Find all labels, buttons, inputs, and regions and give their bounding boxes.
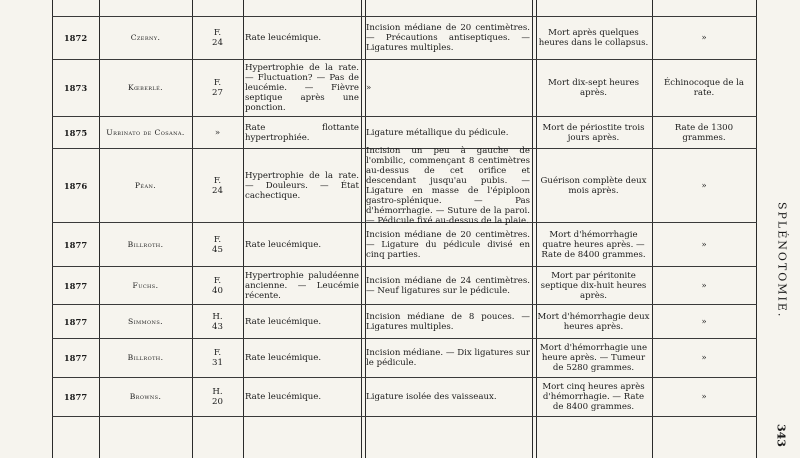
operation-text: Incision médiane de 20 centimètres. — Précautions antiseptiques. — Ligatures multiples. bbox=[366, 23, 530, 53]
year-text: 1877 bbox=[63, 353, 88, 363]
year-cell bbox=[52, 60, 99, 116]
indication-text: Hypertrophie paludéenne ancienne. — Leucémie récente. bbox=[245, 270, 359, 301]
result-cell bbox=[535, 305, 652, 338]
indication-text: Rate leucémique. bbox=[245, 353, 322, 363]
result-text: Mort d'hémorrhagie deux heures après. bbox=[537, 311, 650, 332]
indication-text: Rate leucémique. bbox=[245, 33, 322, 43]
sex-age-cell bbox=[192, 17, 243, 59]
notes-cell bbox=[652, 223, 756, 266]
operation-cell bbox=[364, 145, 532, 226]
operation-cell bbox=[364, 60, 532, 116]
year-text: 1873 bbox=[63, 83, 88, 93]
sex-value: F. bbox=[213, 234, 222, 245]
year-text: 1872 bbox=[63, 33, 88, 43]
age-value: 45 bbox=[212, 244, 223, 255]
indication-cell bbox=[243, 60, 361, 116]
result-cell bbox=[535, 223, 652, 266]
result-text: Mort dix-sept heures après. bbox=[547, 78, 640, 98]
age-value: 24 bbox=[212, 38, 223, 48]
year-cell bbox=[52, 117, 99, 148]
sex-value: H. bbox=[212, 311, 223, 322]
sex-age-cell bbox=[192, 60, 243, 116]
surgeon-text: Kœberlé. bbox=[127, 83, 164, 92]
surgeon-cell bbox=[99, 305, 192, 338]
age-value: 20 bbox=[212, 397, 223, 407]
operation-text: Ligature isolée des vaisseaux. bbox=[366, 392, 497, 402]
notes-text: » bbox=[701, 353, 707, 363]
column-rule bbox=[756, 0, 757, 458]
age-value: 31 bbox=[212, 358, 223, 368]
surgeon-cell bbox=[99, 117, 192, 148]
result-text: Mort de périostite trois jours après. bbox=[542, 122, 645, 143]
notes-text: Rate de 1300 grammes. bbox=[674, 122, 734, 143]
result-text: Mort cinq heures après d'hémorrhagie. — Rate de 8400 grammes. bbox=[542, 382, 645, 412]
surgeon-text: Fuchs. bbox=[132, 280, 159, 290]
surgeon-text: Billroth. bbox=[127, 239, 164, 249]
surgeon-text: Billroth. bbox=[127, 353, 164, 362]
result-text: Guérison complète deux mois après. bbox=[540, 175, 647, 196]
sex-age-cell bbox=[192, 117, 243, 148]
row-rule bbox=[52, 416, 757, 417]
year-text: 1877 bbox=[63, 392, 88, 402]
surgeon-cell bbox=[99, 339, 192, 377]
operation-cell bbox=[364, 378, 532, 416]
indication-text: Hypertrophie de la rate. — Douleurs. — État cachectique. bbox=[245, 170, 359, 201]
operation-cell bbox=[364, 223, 532, 266]
notes-text: » bbox=[701, 180, 707, 191]
running-title: SPLÉNOTOMIE. bbox=[775, 201, 789, 319]
sex-value: F. bbox=[213, 175, 222, 186]
surgeon-cell bbox=[99, 378, 192, 416]
indication-cell bbox=[243, 223, 361, 266]
operation-text: » bbox=[366, 83, 372, 93]
operation-cell bbox=[364, 117, 532, 148]
sex-value: F. bbox=[213, 78, 222, 88]
result-cell bbox=[535, 378, 652, 416]
notes-cell bbox=[652, 305, 756, 338]
result-cell bbox=[535, 339, 652, 377]
operation-cell bbox=[364, 267, 532, 304]
page-number: 343 bbox=[774, 423, 788, 447]
sex-age-cell bbox=[192, 378, 243, 416]
sex-age-cell bbox=[192, 149, 243, 222]
surgeon-cell bbox=[99, 17, 192, 59]
result-text: Mort d'hémorrhagie quatre heures après. — Rate de 8400 grammes. bbox=[541, 229, 646, 260]
operation-text: Incision un peu à gauche de l'ombilic, commençant 8 centimètres au-dessus de cet orifice et descendant jusqu'au pubis. — Ligature en masse de l'épiploon gastro-splénique. — Pas d'hémorrhagie. — Suture de la paroi. — Pédicule fixé au-dessus de la plaie. bbox=[366, 145, 530, 226]
operation-cell bbox=[364, 305, 532, 338]
sex-age-cell bbox=[192, 267, 243, 304]
surgeon-cell bbox=[99, 267, 192, 304]
sex-value: » bbox=[214, 127, 221, 138]
year-cell bbox=[52, 267, 99, 304]
operation-cell bbox=[364, 17, 532, 59]
result-text: Mort après quelques heures dans le collapsus. bbox=[538, 28, 649, 48]
surgeon-text: Péan. bbox=[134, 180, 157, 190]
operation-text: Incision médiane de 8 pouces. — Ligatures multiples. bbox=[366, 311, 530, 332]
notes-cell bbox=[652, 17, 756, 59]
operation-text: Ligature métallique du pédicule. bbox=[366, 127, 509, 138]
indication-text: Rate leucémique. bbox=[245, 239, 322, 250]
operation-cell bbox=[364, 339, 532, 377]
year-text: 1877 bbox=[63, 316, 88, 327]
sex-age-cell bbox=[192, 223, 243, 266]
indication-cell bbox=[243, 378, 361, 416]
year-cell bbox=[52, 378, 99, 416]
indication-cell bbox=[243, 267, 361, 304]
sex-value: F. bbox=[213, 28, 222, 38]
surgeon-text: Czerny. bbox=[130, 33, 161, 42]
indication-cell bbox=[243, 117, 361, 148]
indication-text: Rate leucémique. bbox=[245, 316, 322, 327]
age-value: 43 bbox=[212, 321, 223, 332]
operation-text: Incision médiane. — Dix ligatures sur le pédicule. bbox=[366, 348, 530, 368]
result-text: Mort par péritonite septique dix-huit heures après. bbox=[540, 270, 647, 301]
year-text: 1876 bbox=[63, 180, 88, 191]
notes-text: » bbox=[701, 239, 707, 250]
sex-value: F. bbox=[213, 348, 222, 358]
notes-cell bbox=[652, 149, 756, 222]
surgeon-cell bbox=[99, 223, 192, 266]
year-text: 1875 bbox=[63, 127, 88, 138]
year-cell bbox=[52, 339, 99, 377]
surgeon-text: Simmons. bbox=[128, 316, 163, 326]
age-value: 24 bbox=[212, 185, 223, 196]
notes-cell bbox=[652, 339, 756, 377]
year-text: 1877 bbox=[63, 239, 88, 250]
notes-text: » bbox=[701, 316, 707, 327]
sex-age-cell bbox=[192, 305, 243, 338]
result-text: Mort d'hémorrhagie une heure après. — Tumeur de 5280 grammes. bbox=[539, 343, 648, 373]
indication-cell bbox=[243, 305, 361, 338]
year-cell bbox=[52, 17, 99, 59]
notes-cell bbox=[652, 267, 756, 304]
notes-text: » bbox=[701, 33, 707, 43]
operation-text: Incision médiane de 20 centimètres. — Ligature du pédicule divisé en cinq parties. bbox=[366, 229, 530, 260]
surgeon-text: Browns. bbox=[129, 392, 162, 401]
indication-cell bbox=[243, 149, 361, 222]
indication-text: Rate leucémique. bbox=[245, 392, 322, 402]
notes-text: » bbox=[701, 280, 707, 291]
year-cell bbox=[52, 149, 99, 222]
surgeon-text: Urbinato de Cosana. bbox=[106, 127, 185, 137]
indication-text: Hypertrophie de la rate. — Fluctuation? — Pas de leucémie. — Fièvre septique après une ponction. bbox=[245, 63, 359, 113]
surgeon-cell bbox=[99, 149, 192, 222]
result-cell bbox=[535, 17, 652, 59]
indication-text: Rate flottante hypertrophiée. bbox=[245, 122, 359, 143]
notes-cell bbox=[652, 378, 756, 416]
notes-text: » bbox=[701, 392, 707, 402]
indication-cell bbox=[243, 339, 361, 377]
year-text: 1877 bbox=[63, 280, 88, 291]
sex-value: F. bbox=[213, 275, 222, 286]
indication-cell bbox=[243, 17, 361, 59]
surgeon-cell bbox=[99, 60, 192, 116]
year-cell bbox=[52, 305, 99, 338]
result-cell bbox=[535, 60, 652, 116]
notes-text: Échinocoque de la rate. bbox=[663, 78, 745, 98]
sex-age-cell bbox=[192, 339, 243, 377]
year-cell bbox=[52, 223, 99, 266]
operation-text: Incision médiane de 24 centimètres. — Neuf ligatures sur le pédicule. bbox=[366, 275, 530, 296]
notes-cell bbox=[652, 60, 756, 116]
age-value: 27 bbox=[212, 88, 223, 98]
notes-cell bbox=[652, 117, 756, 148]
result-cell bbox=[535, 149, 652, 222]
age-value: 40 bbox=[212, 285, 223, 296]
result-cell bbox=[535, 267, 652, 304]
sex-value: H. bbox=[212, 387, 223, 397]
result-cell bbox=[535, 117, 652, 148]
